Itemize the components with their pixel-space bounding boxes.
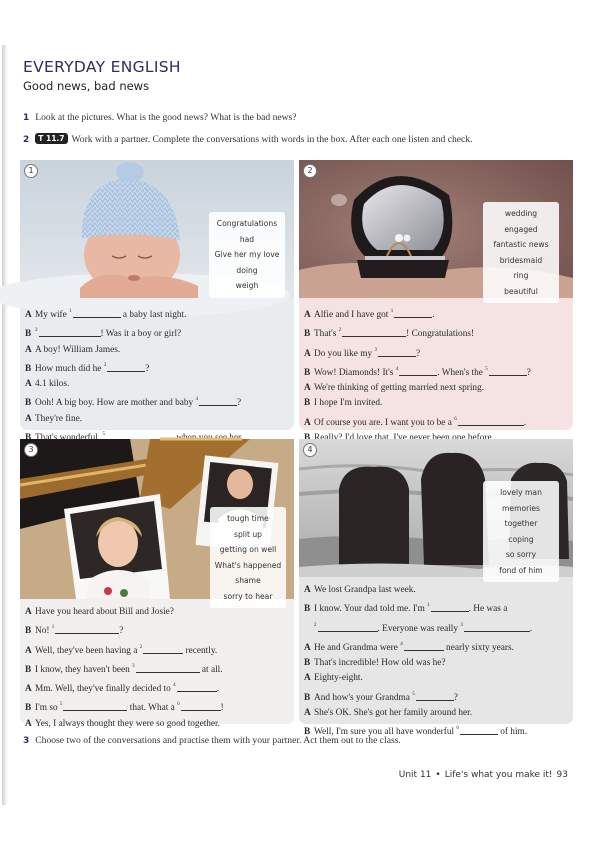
- dialogue-line: [25, 323, 290, 342]
- dialogue: [304, 583, 569, 741]
- dialogue-text: Well, they've been having a: [35, 645, 140, 656]
- conversation-panel-2: [299, 160, 573, 430]
- blank-number: 2: [139, 644, 143, 650]
- word-box-item: had: [239, 234, 255, 244]
- speaker-label: A: [25, 645, 32, 656]
- word-box-item: together: [504, 519, 538, 528]
- page-number: 93: [556, 770, 568, 780]
- dialogue-text: Yes, I always thought they were so good together.: [35, 718, 220, 729]
- dialogue-text: Mm. Well, they've finally decided to: [35, 684, 174, 695]
- speaker-label: B: [304, 727, 311, 738]
- speaker-label: A: [304, 708, 311, 719]
- speaker-label: A: [304, 348, 311, 359]
- dialogue-text: Well, I'm sure you all have wonderful: [314, 727, 457, 738]
- word-box-item: engaged: [504, 224, 538, 234]
- dialogue-line: [304, 656, 569, 671]
- dialogue-text: I'm so: [35, 703, 60, 714]
- unit-title: Life's what you make it!: [444, 770, 553, 780]
- blank-number: 3: [460, 622, 463, 628]
- conversation-panel-4: [299, 439, 573, 738]
- word-box-item: shame: [235, 576, 261, 585]
- answer-blank[interactable]: [394, 309, 435, 320]
- word-box: [483, 481, 559, 582]
- blank-number: 4: [400, 641, 403, 647]
- dialogue-line: [304, 323, 569, 342]
- dialogue-text: ?: [453, 692, 458, 703]
- dialogue-line: [304, 671, 569, 686]
- dialogue-text: ?: [119, 626, 124, 637]
- blank-number: 5: [485, 366, 488, 372]
- dialogue-text: .: [523, 417, 527, 428]
- dialogue-text: .: [216, 684, 219, 695]
- word-box-item: sorry to hear: [223, 591, 273, 601]
- speaker-label: A: [304, 642, 311, 653]
- dialogue-text: They're fine.: [35, 413, 83, 424]
- instruction-number: 1: [23, 113, 30, 123]
- dialogue-line: [25, 640, 290, 659]
- section-subtitle: Good news, bad news: [23, 79, 150, 93]
- answer-blank[interactable]: [399, 367, 437, 376]
- dialogue-line: [304, 687, 569, 706]
- dialogue-text: . Everyone was really: [377, 623, 461, 634]
- speaker-label: B: [304, 658, 311, 669]
- dialogue-text: I know. Your dad told me. I'm: [314, 604, 428, 615]
- dialogue-line: [25, 717, 290, 732]
- word-box-item: Give her my love: [214, 250, 280, 259]
- dialogue-text: My wife: [35, 310, 70, 320]
- blank-number: 4: [395, 366, 399, 372]
- answer-blank[interactable]: [181, 702, 221, 711]
- dialogue-text: that. What a: [127, 703, 178, 714]
- word-box-item: getting on well: [219, 545, 277, 554]
- answer-blank[interactable]: [458, 417, 527, 428]
- answer-blank[interactable]: [107, 363, 145, 372]
- answer-blank[interactable]: [404, 642, 444, 651]
- dialogue-line: [304, 637, 569, 656]
- panel-number-badge: 3: [24, 443, 38, 457]
- speaker-label: B: [25, 329, 32, 340]
- blank-number: 4: [173, 683, 176, 689]
- dialogue-text: Ooh! A big boy. How are mother and baby: [35, 398, 196, 409]
- answer-blank[interactable]: [378, 348, 416, 357]
- word-box-item: split up: [233, 529, 263, 539]
- instruction-text: Work with a partner. Complete the conversations with words in the box. After each one listen and check.: [71, 134, 473, 145]
- unit-label: Unit 11: [398, 770, 432, 780]
- word-box-item: weigh: [235, 281, 259, 290]
- dialogue-line: [304, 412, 569, 431]
- blank-number: 1: [51, 625, 55, 631]
- dialogue-text: ?: [237, 398, 242, 409]
- blank-number: 5: [59, 702, 63, 708]
- dialogue-text: And how's your Grandma: [314, 692, 413, 703]
- speaker-label: A: [25, 684, 32, 695]
- word-box-item: wedding: [504, 209, 538, 218]
- answer-blank[interactable]: [464, 623, 533, 634]
- speaker-label: A: [25, 413, 32, 424]
- dialogue-line: [25, 377, 290, 392]
- dialogue-text: at all.: [199, 664, 223, 675]
- speaker-label: A: [25, 379, 32, 390]
- instruction-1: [23, 112, 297, 123]
- word-box-item: Congratulations: [216, 219, 278, 228]
- dialogue-line: [304, 706, 569, 721]
- dialogue-text: of him.: [497, 727, 528, 738]
- dialogue-line: [304, 343, 569, 362]
- word-box-item: beautiful: [504, 286, 538, 296]
- word-box-item: doing: [236, 265, 258, 275]
- dialogue-line: [304, 583, 569, 598]
- speaker-label: A: [25, 344, 32, 355]
- answer-blank[interactable]: [431, 603, 469, 612]
- dialogue-text: Eighty-eight.: [314, 673, 363, 684]
- audio-track-badge[interactable]: T 11.7: [35, 133, 67, 144]
- dialogue-text: We lost Grandpa last week.: [314, 585, 416, 595]
- speaker-label: A: [304, 673, 311, 684]
- dialogue-text: I hope I'm invited.: [314, 398, 383, 409]
- dialogue-text: ! Congratulations!: [406, 329, 475, 340]
- dialogue-text: That's: [314, 329, 339, 340]
- blank-number: 2: [314, 622, 317, 628]
- dialogue-line: [304, 618, 569, 637]
- answer-blank[interactable]: [55, 625, 119, 634]
- dialogue-line: [25, 392, 290, 411]
- dialogue-text: Wow! Diamonds! It's: [314, 367, 396, 378]
- dialogue-text: Have you heard about Bill and Josie?: [35, 607, 174, 617]
- word-box-item: ring: [513, 271, 529, 280]
- dialogue: [25, 304, 290, 446]
- dialogue-text: Do you like my: [314, 348, 375, 359]
- answer-blank[interactable]: [39, 328, 101, 337]
- speaker-label: A: [304, 585, 311, 595]
- dialogue-text: recently.: [183, 645, 218, 656]
- speaker-label: B: [304, 329, 311, 340]
- blank-number: 4: [195, 397, 199, 403]
- word-box-item: memories: [502, 503, 540, 513]
- dialogue-line: [304, 381, 569, 396]
- instruction-2: [23, 133, 473, 145]
- word-box-item: so sorry: [505, 550, 537, 559]
- blank-number: 2: [35, 328, 38, 334]
- panel-number-badge: 2: [303, 164, 317, 178]
- dialogue-line: [304, 598, 569, 617]
- blank-number: 3: [132, 663, 135, 669]
- dialogue-text: She's OK. She's got her family around her.: [314, 708, 473, 719]
- dialogue: [304, 304, 569, 446]
- page-binding-edge: [2, 45, 8, 805]
- section-title: EVERYDAY ENGLISH: [23, 58, 181, 76]
- instruction-text: Look at the pictures. What is the good news? What is the bad news?: [35, 112, 297, 123]
- instruction-text: Choose two of the conversations and practise them with your partner. Act them out to the class.: [35, 735, 401, 746]
- speaker-label: A: [304, 310, 311, 320]
- dialogue-text: ?: [145, 363, 150, 374]
- dialogue-line: [304, 396, 569, 411]
- dialogue-text: A boy! William James.: [35, 344, 121, 355]
- answer-blank[interactable]: [460, 726, 498, 735]
- answer-blank[interactable]: [177, 683, 219, 695]
- answer-blank[interactable]: [416, 692, 454, 701]
- word-box-item: fantastic news: [493, 240, 549, 249]
- word-box: [210, 507, 286, 608]
- dialogue-text: ?: [526, 367, 531, 378]
- word-box-item: coping: [508, 534, 534, 544]
- dialogue-text: Alfie and I have got: [314, 310, 391, 320]
- word-box: [209, 212, 285, 298]
- dialogue-text: No!: [35, 626, 52, 637]
- dialogue-text: . When's the: [437, 367, 486, 378]
- dialogue-line: [25, 620, 290, 639]
- speaker-label: B: [304, 692, 311, 703]
- blank-number: 6: [454, 416, 457, 422]
- word-box-item: lovely man: [500, 488, 542, 497]
- word-box: [483, 202, 559, 303]
- blank-number: 1: [427, 603, 430, 609]
- answer-blank[interactable]: [136, 664, 200, 673]
- dialogue: [25, 605, 290, 732]
- speaker-label: A: [25, 607, 32, 617]
- word-box-item: tough time: [227, 514, 269, 523]
- speaker-label: B: [25, 626, 32, 637]
- answer-blank[interactable]: [143, 645, 183, 654]
- dialogue-line: [25, 358, 290, 377]
- instruction-number: 3: [23, 736, 30, 746]
- conversation-panel-3: [20, 439, 294, 729]
- answer-blank[interactable]: [73, 309, 121, 318]
- speaker-label: A: [304, 417, 311, 428]
- speaker-label: A: [25, 718, 32, 729]
- word-box-item: What's happened: [214, 560, 282, 570]
- answer-blank[interactable]: [342, 328, 406, 337]
- word-box-item: bridesmaid: [499, 255, 543, 265]
- dialogue-line: [25, 659, 290, 678]
- speaker-label: A: [304, 383, 311, 394]
- dialogue-text: nearly sixty years.: [443, 642, 514, 653]
- answer-blank[interactable]: [199, 397, 237, 406]
- speaker-label: B: [25, 363, 32, 374]
- blank-number: 6: [456, 726, 459, 732]
- dialogue-line: [304, 304, 569, 323]
- dialogue-text: He and Grandma were: [314, 642, 401, 653]
- speaker-label: B: [25, 664, 32, 675]
- answer-blank[interactable]: [63, 702, 127, 711]
- speaker-label: B: [25, 703, 32, 714]
- dialogue-text: .: [432, 310, 435, 320]
- answer-blank[interactable]: [318, 623, 378, 632]
- blank-number: 3: [374, 347, 377, 353]
- word-box-item: fond of him: [499, 565, 543, 575]
- dialogue-text: . He was a: [468, 604, 508, 615]
- dialogue-line: [304, 362, 569, 381]
- conversation-panel-1: [20, 160, 294, 438]
- blank-number: 2: [338, 328, 342, 334]
- dialogue-line: [25, 678, 290, 697]
- dialogue-text: Of course you are. I want you to be a: [314, 417, 455, 428]
- blank-number: 5: [412, 691, 415, 697]
- dialogue-text: a baby last night.: [120, 310, 187, 320]
- instruction-number: 2: [23, 135, 30, 145]
- dialogue-text: We're thinking of getting married next spring.: [314, 383, 485, 394]
- dialogue-text: How much did he: [35, 363, 104, 374]
- page-footer: [399, 770, 568, 780]
- speaker-label: B: [25, 398, 32, 409]
- dialogue-line: [25, 412, 290, 427]
- speaker-label: B: [304, 367, 311, 378]
- speaker-label: B: [304, 398, 311, 409]
- dialogue-text: 4.1 kilos.: [35, 379, 70, 390]
- instruction-3: [23, 735, 401, 746]
- dialogue-text: That's incredible! How old was he?: [314, 658, 446, 669]
- blank-number: 1: [390, 309, 394, 314]
- dialogue-text: !: [220, 703, 224, 714]
- speaker-label: B: [304, 604, 311, 615]
- dialogue-text: ! Was it a boy or girl?: [100, 329, 182, 340]
- answer-blank[interactable]: [489, 367, 527, 376]
- speaker-label: A: [25, 310, 32, 320]
- dialogue-line: [25, 343, 290, 358]
- dialogue-line: [25, 697, 290, 716]
- blank-number: 3: [103, 362, 107, 368]
- dialogue-text: .: [529, 623, 533, 634]
- panel-number-badge: 1: [24, 164, 38, 178]
- dialogue-text: ?: [415, 348, 421, 359]
- panel-number-badge: 4: [303, 443, 317, 457]
- footer-separator: •: [435, 770, 441, 780]
- blank-number: 5: [102, 432, 106, 438]
- dialogue-line: [25, 304, 290, 323]
- blank-number: 1: [69, 309, 72, 314]
- blank-number: 6: [177, 702, 180, 708]
- dialogue-text: I know, they haven't been: [35, 664, 133, 675]
